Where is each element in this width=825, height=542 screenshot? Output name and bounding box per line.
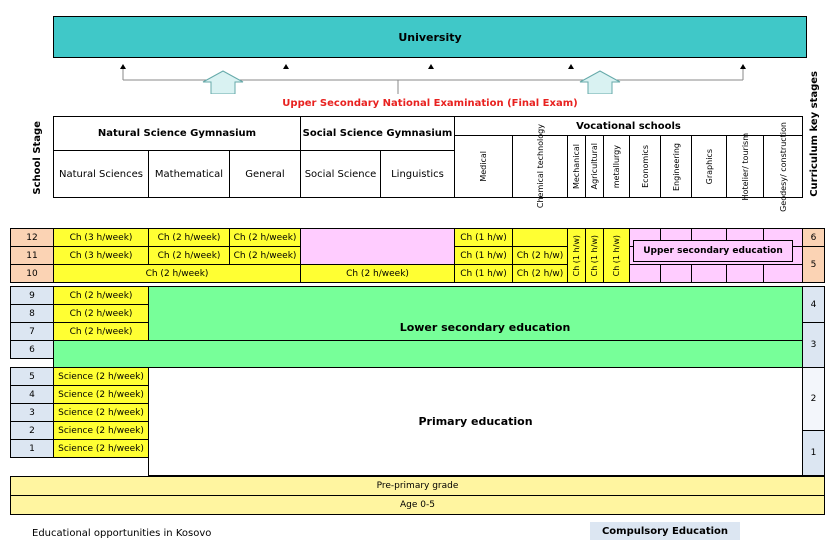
stage-4: 4 <box>802 286 825 323</box>
grade-3: 3 <box>10 403 54 422</box>
science-cell-5: Science (2 h/week) <box>53 367 149 386</box>
upper-exam-label: Upper Secondary National Examination (Final Exam) <box>282 97 578 109</box>
cell-chem-12 <box>512 228 568 247</box>
cell-chem-11: Ch (2 h/w) <box>512 246 568 265</box>
voc-pink-10c <box>691 264 727 283</box>
cell-med-11: Ch (1 h/w) <box>454 246 513 265</box>
voc-col-medical: Medical <box>454 135 513 198</box>
voc-pink-10d <box>726 264 764 283</box>
grade-11: 11 <box>10 246 54 265</box>
lower-cell-7: Ch (2 h/week) <box>53 322 149 341</box>
upper-secondary-label: Upper secondary education <box>633 240 793 262</box>
voc-col-mechanical: Mechanical <box>567 135 586 198</box>
voc-col-chemical: Chemical technology <box>512 135 568 198</box>
grade-7: 7 <box>10 322 54 341</box>
cell-med-10: Ch (1 h/w) <box>454 264 513 283</box>
preprimary-bar: Pre-primary grade <box>10 476 825 496</box>
age-bar: Age 0-5 <box>10 495 825 515</box>
primary-education-block: Primary education <box>148 367 803 476</box>
voc-col-geodesy: Geodesy/ construction <box>763 135 803 198</box>
subcol-social-science: Social Science <box>300 150 381 198</box>
cell-gen-12: Ch (2 h/week) <box>229 228 301 247</box>
cell-natural-10: Ch (2 h/week) <box>53 264 301 283</box>
compulsory-education-badge: Compulsory Education <box>590 522 740 540</box>
stage-1: 1 <box>802 430 825 476</box>
stage-3: 3 <box>802 322 825 368</box>
voc-col-engineering: Engineering <box>660 135 692 198</box>
grade-2: 2 <box>10 421 54 440</box>
cell-social-10: Ch (2 h/week) <box>300 264 455 283</box>
progression-arrows <box>53 58 807 94</box>
subcol-natural-sciences: Natural Sciences <box>53 150 149 198</box>
cell-math-12: Ch (2 h/week) <box>148 228 230 247</box>
science-cell-3: Science (2 h/week) <box>53 403 149 422</box>
science-cell-1: Science (2 h/week) <box>53 439 149 458</box>
subcol-mathematical: Mathematical <box>148 150 230 198</box>
grade-1: 1 <box>10 439 54 458</box>
voc-col-economics: Economics <box>629 135 661 198</box>
lower-secondary-label: Lower secondary education <box>399 320 571 334</box>
cell-gen-11: Ch (2 h/week) <box>229 246 301 265</box>
cell-agricultural-vertical: Ch (1 h/w) <box>585 228 604 283</box>
social-pink-block <box>300 228 455 265</box>
science-cell-2: Science (2 h/week) <box>53 421 149 440</box>
grade-8: 8 <box>10 304 54 323</box>
subcol-general: General <box>229 150 301 198</box>
cell-med-12: Ch (1 h/w) <box>454 228 513 247</box>
voc-col-agricultural: Agricultural <box>585 135 604 198</box>
voc-pink-10b <box>660 264 692 283</box>
cell-ns-12: Ch (3 h/week) <box>53 228 149 247</box>
grade-5: 5 <box>10 367 54 386</box>
caption: Educational opportunities in Kosovo <box>32 528 212 539</box>
vocational-schools-header: Vocational schools <box>454 116 803 136</box>
voc-col-hotelier: Hotelier/ tourism <box>726 135 764 198</box>
school-stage-header: School Stage <box>31 121 43 195</box>
voc-pink-10a <box>629 264 661 283</box>
university-bar: University <box>53 16 807 58</box>
cell-chem-10: Ch (2 h/w) <box>512 264 568 283</box>
grade-9: 9 <box>10 286 54 305</box>
stage-2: 2 <box>802 367 825 431</box>
cell-ns-11: Ch (3 h/week) <box>53 246 149 265</box>
voc-col-metallurgy: metallurgy <box>603 135 630 198</box>
natural-science-gymnasium-header: Natural Science Gymnasium <box>53 116 301 151</box>
social-science-gymnasium-header: Social Science Gymnasium <box>300 116 455 151</box>
cell-metallurgy-vertical: Ch (1 h/w) <box>603 228 630 283</box>
grade-12: 12 <box>10 228 54 247</box>
grade-6: 6 <box>10 340 54 359</box>
grade-4: 4 <box>10 385 54 404</box>
science-cell-4: Science (2 h/week) <box>53 385 149 404</box>
voc-pink-10e <box>763 264 803 283</box>
grade-10: 10 <box>10 264 54 283</box>
subcol-linguistics: Linguistics <box>380 150 455 198</box>
voc-col-graphics: Graphics <box>691 135 727 198</box>
lower-cell-9: Ch (2 h/week) <box>53 286 149 305</box>
cell-math-11: Ch (2 h/week) <box>148 246 230 265</box>
curriculum-header: Curriculum key stages <box>808 71 820 197</box>
stage-6: 6 <box>802 228 825 247</box>
lower-cell-8: Ch (2 h/week) <box>53 304 149 323</box>
lower-secondary-green-bottom <box>53 340 803 368</box>
stage-5: 5 <box>802 246 825 283</box>
cell-mechanical-vertical: Ch (1 h/w) <box>567 228 586 283</box>
